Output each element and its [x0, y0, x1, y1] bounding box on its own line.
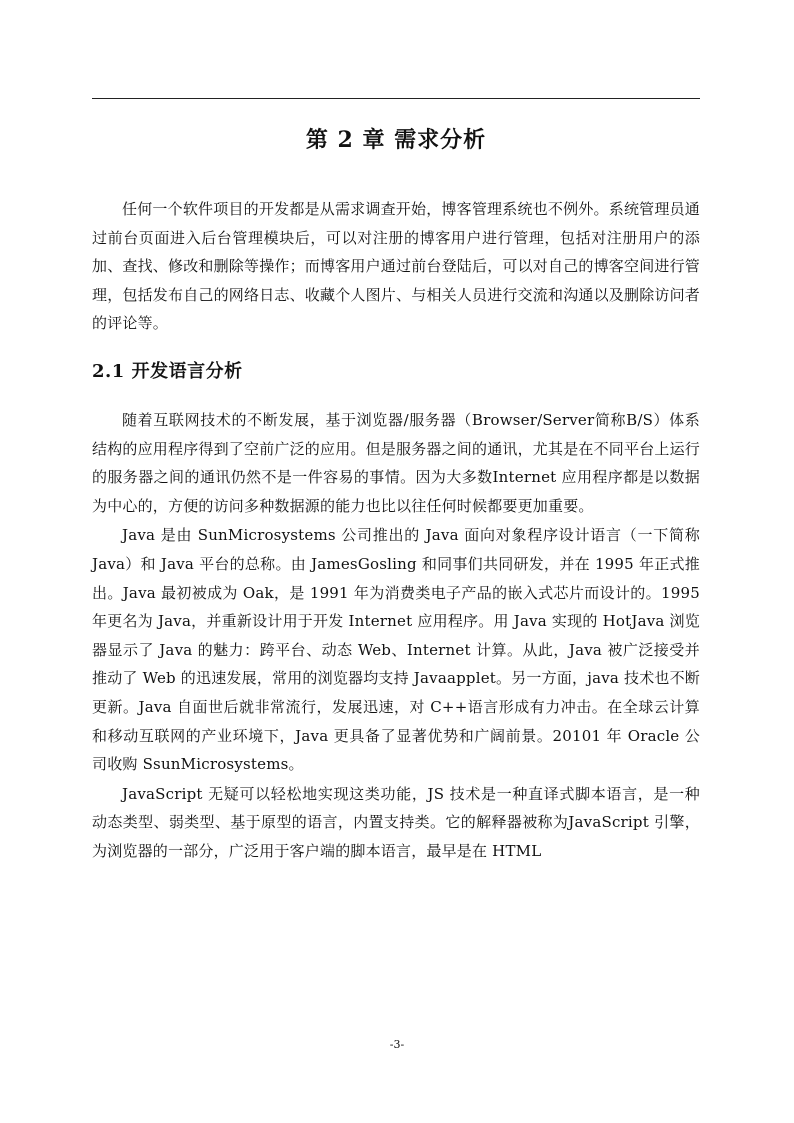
- intro-paragraph: 任何一个软件项目的开发都是从需求调查开始，博客管理系统也不例外。系统管理员通过前台页面进入后台管理模块后，可以对注册的博客用户进行管理，包括对注册用户的添加、查找、修改和删除等操作；而博客用户通过前台登陆后，可以对自己的博客空间进行管理，包括发布自己的网络日志、收藏个人图片、与相关人员进行交流和沟通以及删除访问者的评论等。: [92, 200, 701, 333]
- page-number: -3-: [389, 1038, 405, 1051]
- paragraph-javascript: JavaScript 无疑可以轻松地实现这类功能，JS 技术是一种直译式脚本语言，是一种动态类型、弱类型、基于原型的语言，内置支持类。它的解释器被称为JavaScript 引擎，为浏览器的一部分，广泛用于客户端的脚本语言，最早是在 HTML: [92, 784, 700, 860]
- header-rule: [92, 98, 700, 99]
- chapter-title: 第 2 章 需求分析: [305, 127, 487, 153]
- paragraph-java: Java 是由 SunMicrosystems 公司推出的 Java 面向对象程序设计语言（一下简称 Java）和 Java 平台的总称。由 JamesGosling 和同事们共同研发，并在 1995 年正式推出。Java 最初被成为 Oak，是 1991 年为消费类电子产品的嵌入式芯片而设计的。1995 年更名为 Java，并重新设计用于开发 Internet 应用程序。用 Java 实现的 HotJava 浏览器显示了 Java 的魅力：跨平台、动态 Web、Internet 计算。从此，Java 被广泛接受并推动了 Web 的迅速发展，常用的浏览器均支持 Javaapplet。另一方面，java 技术也不断更新。Java 自面世后就非常流行，发展迅速，对 C++语言形成有力冲击。在全球云计算和移动互联网的产业环境下，Java 更具备了显著优势和广阔前景。20101 年 Oracle 公司收购 SsunMicrosystems。: [92, 526, 700, 774]
- paragraph-bs-architecture: 随着互联网技术的不断发展，基于浏览器/服务器（Browser/Server简称B/S）体系结构的应用程序得到了空前广泛的应用。但是服务器之间的通讯，尤其是在不同平台上运行的服务器之间的通讯仍然不是一件容易的事情。因为大多数Internet 应用程序都是以数据为中心的，方便的访问多种数据源的能力也比以往任何时候都要更加重要。: [92, 410, 701, 515]
- document-body: [92, 195, 700, 865]
- section-title: 2.1 开发语言分析: [92, 360, 243, 382]
